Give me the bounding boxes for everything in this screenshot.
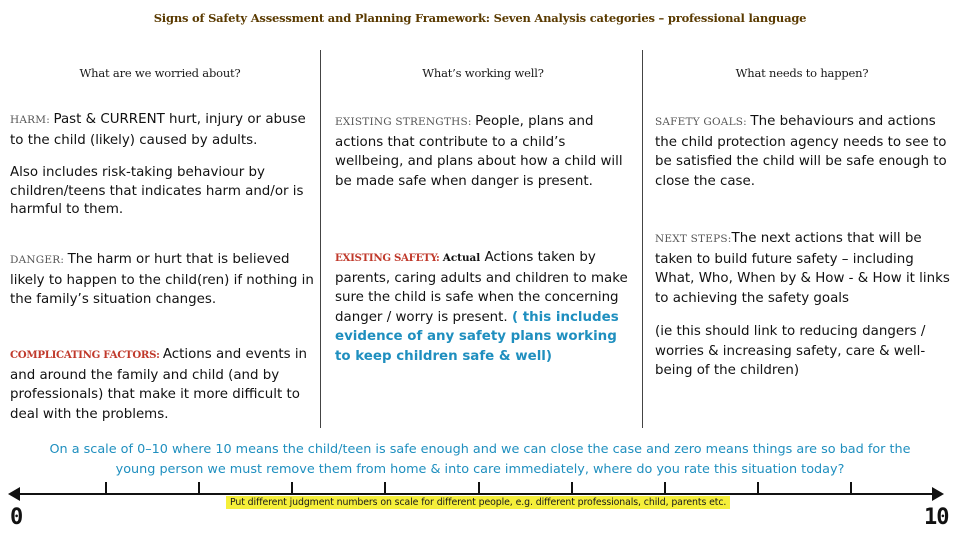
danger-section [10,250,315,310]
existing-strengths-label: EXISTING STRENGTHS: [335,116,476,128]
scale-tick [571,482,573,494]
scale-axis [14,493,938,495]
column-heading-working: What’s working well? [422,66,544,80]
complicating-factors-section [10,345,315,424]
column-heading-worried: What are we worried about? [79,66,241,80]
harm-text: Past & CURRENT hurt, injury or abuse to the child (likely) caused by adults. [10,112,306,148]
existing-strengths-text: People, plans and actions that contribute to a child’s wellbeing, and plans about how a child will be made safe when danger is present. [335,114,623,189]
scale-instruction-note: Put different judgment numbers on scale for different people, e.g. different professionals, child, parents etc. [226,496,730,509]
arrow-right-icon [932,487,944,501]
existing-safety-section [335,248,635,366]
existing-safety-label: EXISTING SAFETY: [335,252,443,264]
harm-section [10,110,315,150]
scale-tick [384,482,386,494]
scale-tick [291,482,293,494]
scale-min-label: 0 [10,505,23,530]
risk-taking-note: Also includes risk-taking behaviour by children/teens that indicates harm and/or is harmful to them. [10,165,304,217]
safety-goals-label: SAFETY GOALS: [655,116,751,128]
safety-goals-section [655,112,955,191]
page-title: Signs of Safety Assessment and Planning Framework: Seven Analysis categories – professional language [153,11,807,25]
column-heading-needs: What needs to happen? [735,66,869,80]
scale-tick [198,482,200,494]
safety-goals-text: The behaviours and actions the child protection agency needs to see to be satisfied the child will be safe enough to close the case. [655,114,947,189]
next-steps-label: NEXT STEPS: [655,233,732,245]
danger-text: The harm or hurt that is believed likely to happen to the child(ren) if nothing in the family’s situation changes. [10,252,314,307]
scale-max-label: 10 [924,505,949,530]
existing-strengths-section [335,112,635,191]
column-divider-left [320,50,321,428]
actual-label: Actual [442,252,481,264]
next-steps-section [655,229,955,308]
scale-tick [105,482,107,494]
existing-safety-text: Actions taken by parents, caring adults and children to make sure the child is safe when the concerning danger / worry is present. [335,250,628,325]
complicating-factors-label: COMPLICATING FACTORS: [10,349,163,361]
harm-label: HARM: [10,114,54,126]
arrow-left-icon [8,487,20,501]
danger-label: DANGER: [10,254,68,266]
column-divider-right [642,50,643,428]
scale-question: On a scale of 0–10 where 10 means the child/teen is safe enough and we can close the case and zero means things are so bad for the young person we must remove them from home & into care immediately, where do you rate this situation today? [49,442,911,477]
next-steps-text: The next actions that will be taken to build future safety – including What, Who, When by & How - & How it links to achieving the safety goals [655,231,950,306]
complicating-factors-text: Actions and events in and around the family and child (and by professionals) that make it more difficult to deal with the problems. [10,347,308,422]
scale-tick [757,482,759,494]
scale-tick [850,482,852,494]
safety-plans-note: ( this includes evidence of any safety plans working to keep children safe & well) [335,309,619,364]
scale-tick [664,482,666,494]
scale-tick [478,482,480,494]
link-to-safety-note: (ie this should link to reducing dangers / worries & increasing safety, care & well-being of the children) [655,324,926,378]
